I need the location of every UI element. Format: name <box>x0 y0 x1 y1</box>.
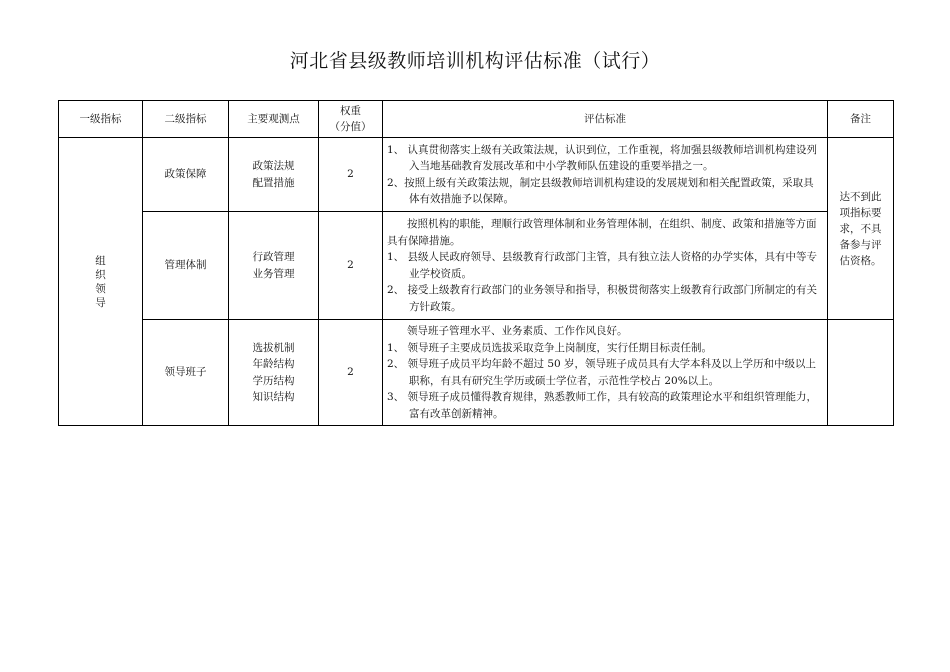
remark-cell <box>828 138 894 320</box>
standard-item: 3、 领导班子成员懂得教育规律，熟悉教师工作，具有较高的政策理论水平和组织管理能力，富有改革创新精神。 <box>387 391 818 420</box>
remark-cell-empty <box>828 320 894 426</box>
remark-line: 备参与评 <box>839 238 882 251</box>
standard-item: 2、 接受上级教育行政部门的业务领导和指导，积极贯彻落实上级教育行政部门所制定的有关方针政策。 <box>387 284 818 313</box>
header-level1: 一级指标 <box>59 101 143 138</box>
table-row <box>59 212 894 320</box>
level1-char: 织 <box>95 268 106 281</box>
standard-item: 1、 县级人民政府领导、县级教育行政部门主管，具有独立法人资格的办学实体，具有中等专业学校资质。 <box>387 251 818 280</box>
standard-cell <box>383 320 828 426</box>
header-weight <box>319 101 383 138</box>
weight-cell: 2 <box>319 320 383 426</box>
standard-item: 2、 领导班子成员平均年龄不超过 50 岁，领导班子成员具有大学本科及以上学历和中级以上职称，有具有研究生学历或硕士学位者，示范性学校占 20%以上。 <box>387 358 817 387</box>
standard-item: 1、 认真贯彻落实上级有关政策法规，认识到位，工作重视，将加强县级教师培训机构建设列入当地基础教育发展改革和中小学教师队伍建设的重要举措之一。 <box>387 143 818 172</box>
table-row <box>59 320 894 426</box>
header-remark: 备注 <box>828 101 894 138</box>
level1-char: 组 <box>95 254 106 267</box>
point-item: 学历结构 <box>252 374 295 387</box>
level2-cell: 管理体制 <box>143 212 229 320</box>
point-item: 配置措施 <box>252 176 295 189</box>
table-header-row <box>59 101 894 138</box>
point-item: 政策法规 <box>252 160 295 172</box>
evaluation-standards-table <box>58 100 894 426</box>
header-points: 主要观测点 <box>229 101 319 138</box>
point-item: 行政管理 <box>252 251 295 263</box>
level1-cell <box>59 138 143 426</box>
point-item: 知识结构 <box>252 391 295 403</box>
document-title: 河北省县级教师培训机构评估标准（试行） <box>289 50 661 72</box>
point-item: 选拔机制 <box>252 341 295 354</box>
header-weight-line1: 权重 <box>340 104 361 117</box>
standard-item: 1、 领导班子主要成员选拔采取竞争上岗制度，实行任期目标责任制。 <box>387 341 713 354</box>
table-row <box>59 138 894 212</box>
header-level2: 二级指标 <box>143 101 229 138</box>
remark-line: 估资格。 <box>839 254 882 267</box>
header-standard: 评估标准 <box>383 101 828 138</box>
remark-line: 项指标要 <box>839 206 882 219</box>
point-item: 年龄结构 <box>252 358 295 370</box>
standard-cell <box>383 212 828 320</box>
header-weight-line2: （分值） <box>329 121 372 133</box>
point-item: 业务管理 <box>252 267 295 280</box>
weight-cell: 2 <box>319 138 383 212</box>
points-cell <box>229 138 319 212</box>
standard-intro: 领导班子管理水平、业务素质、工作作风良好。 <box>407 325 628 337</box>
points-cell <box>229 212 319 320</box>
remark-line: 达不到此 <box>839 190 882 203</box>
level2-cell: 领导班子 <box>143 320 229 426</box>
level1-char: 导 <box>95 296 106 309</box>
standard-intro: 按照机构的职能，理顺行政管理体制和业务管理体制，在组织、制度、政策和措施等方面具有保障措施。 <box>387 218 817 247</box>
standard-item: 2、按照上级有关政策法规，制定县级教师培训机构建设的发展规划和相关配置政策，采取具体有效措施予以保障。 <box>387 176 814 205</box>
level1-char: 领 <box>95 282 106 295</box>
remark-line: 求，不具 <box>839 222 882 235</box>
standard-cell <box>383 138 828 212</box>
weight-cell: 2 <box>319 212 383 320</box>
level2-cell: 政策保障 <box>143 138 229 212</box>
points-cell <box>229 320 319 426</box>
